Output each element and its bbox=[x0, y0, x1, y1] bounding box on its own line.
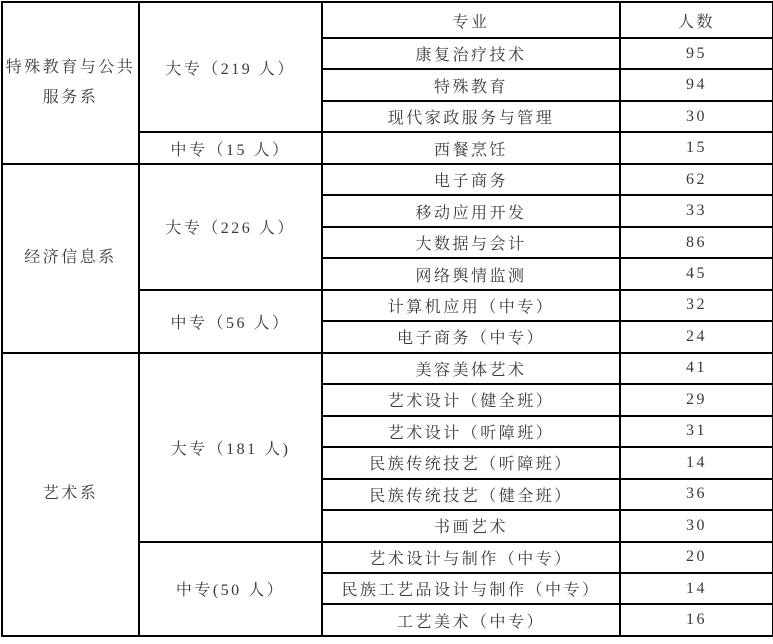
major-cell: 移动应用开发 bbox=[322, 195, 620, 226]
count-cell: 24 bbox=[620, 321, 773, 352]
major-cell: 电子商务（中专） bbox=[322, 321, 620, 352]
count-cell: 15 bbox=[620, 132, 773, 163]
count-cell: 14 bbox=[620, 447, 773, 478]
level-cell: 中专(50 人） bbox=[139, 542, 322, 637]
major-cell: 电子商务 bbox=[322, 164, 620, 195]
count-column-header: 人数 bbox=[620, 2, 773, 38]
major-cell: 特殊教育 bbox=[322, 69, 620, 100]
count-cell: 29 bbox=[620, 384, 773, 415]
major-cell: 民族工艺品设计与制作（中专） bbox=[322, 573, 620, 604]
major-cell: 计算机应用（中专） bbox=[322, 290, 620, 321]
major-cell: 民族传统技艺（听障班） bbox=[322, 447, 620, 478]
major-column-header: 专业 bbox=[322, 2, 620, 38]
department-cell: 经济信息系 bbox=[2, 164, 139, 353]
major-cell: 西餐烹饪 bbox=[322, 132, 620, 163]
table-row bbox=[2, 164, 773, 195]
count-cell: 31 bbox=[620, 416, 773, 447]
major-cell: 艺术设计（听障班） bbox=[322, 416, 620, 447]
count-cell: 36 bbox=[620, 479, 773, 510]
major-cell: 大数据与会计 bbox=[322, 227, 620, 258]
count-cell: 33 bbox=[620, 195, 773, 226]
count-cell: 41 bbox=[620, 353, 773, 384]
level-cell: 大专（226 人） bbox=[139, 164, 322, 290]
major-cell: 艺术设计与制作（中专） bbox=[322, 542, 620, 573]
count-cell: 86 bbox=[620, 227, 773, 258]
count-cell: 30 bbox=[620, 510, 773, 541]
major-cell: 美容美体艺术 bbox=[322, 353, 620, 384]
count-cell: 16 bbox=[620, 604, 773, 636]
table-row bbox=[2, 2, 773, 38]
major-cell: 工艺美术（中专） bbox=[322, 604, 620, 636]
major-cell: 康复治疗技术 bbox=[322, 38, 620, 69]
major-cell: 民族传统技艺（健全班） bbox=[322, 479, 620, 510]
department-cell: 特殊教育与公共服务系 bbox=[2, 2, 139, 164]
level-cell: 大专（181 人) bbox=[139, 353, 322, 542]
level-cell: 中专（15 人） bbox=[139, 132, 322, 163]
count-cell: 32 bbox=[620, 290, 773, 321]
level-cell: 大专（219 人） bbox=[139, 2, 322, 132]
count-cell: 62 bbox=[620, 164, 773, 195]
table-row bbox=[2, 353, 773, 384]
count-cell: 95 bbox=[620, 38, 773, 69]
enrollment-table bbox=[1, 1, 773, 637]
major-cell: 书画艺术 bbox=[322, 510, 620, 541]
major-cell: 现代家政服务与管理 bbox=[322, 101, 620, 132]
major-cell: 艺术设计（健全班） bbox=[322, 384, 620, 415]
count-cell: 14 bbox=[620, 573, 773, 604]
count-cell: 45 bbox=[620, 258, 773, 289]
major-cell: 网络舆情监测 bbox=[322, 258, 620, 289]
department-cell: 艺术系 bbox=[2, 353, 139, 636]
count-cell: 30 bbox=[620, 101, 773, 132]
count-cell: 20 bbox=[620, 542, 773, 573]
count-cell: 94 bbox=[620, 69, 773, 100]
level-cell: 中专（56 人） bbox=[139, 290, 322, 353]
